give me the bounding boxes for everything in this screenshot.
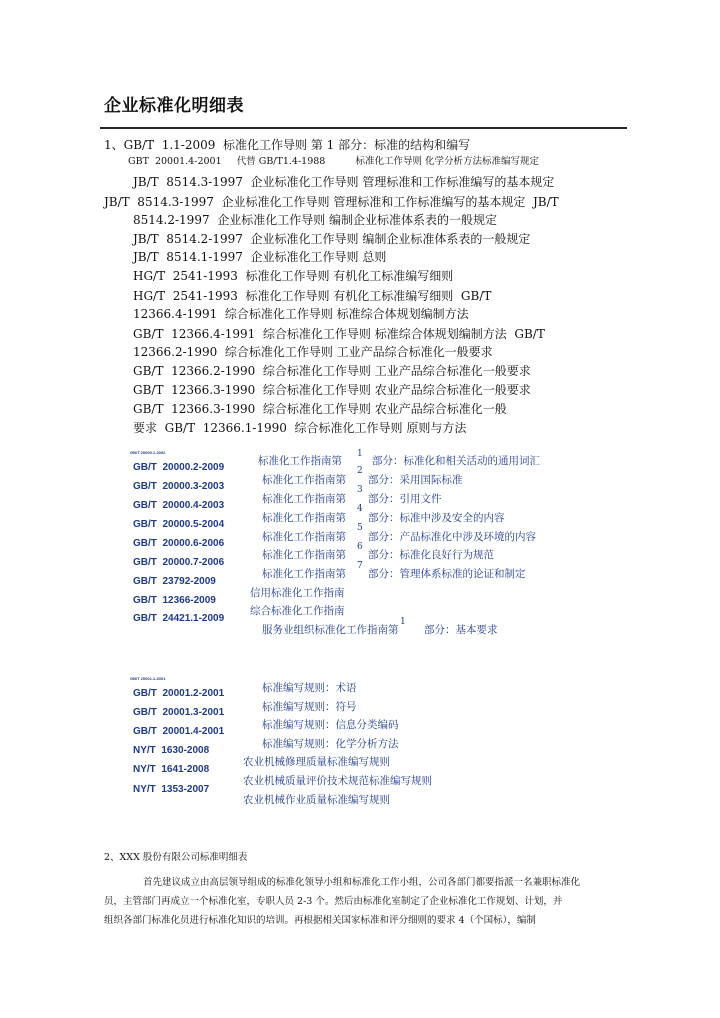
- table-cell-code: GB/T 20000.2-2009: [133, 462, 225, 473]
- table-cell-code: GB/T 24421.1-2009: [133, 613, 225, 624]
- table-cell-title: 标准编写规则：化学分析方法: [262, 738, 399, 750]
- table-cell-desc: 部分：标准化和相关活动的通用词汇: [372, 455, 540, 467]
- table-cell-title: 标准化工作指南第: [262, 531, 346, 543]
- table-cell-code: GB/T 20000.6-2006: [133, 538, 225, 549]
- table-cell-code: GB/T 20001.4-2001: [133, 726, 225, 737]
- table-cell-title: 农业机械质量评价技术规范标准编写规则: [243, 775, 432, 787]
- table-cell-title: 标准化工作指南第: [262, 512, 346, 524]
- table-header: GB/T 20000.1-2002: [130, 450, 166, 455]
- part-number: 6: [357, 542, 363, 552]
- list-item: HG/T 2541-1993 标准化工作导则 有机化工标准编写细则: [133, 269, 454, 283]
- list-item: JB/T 8514.2-1997 企业标准化工作导则 编制企业标准体系表的一般规定: [133, 232, 531, 246]
- table-cell-desc: 部分：管理体系标准的论证和制定: [368, 568, 526, 580]
- table-cell-code: GB/T 20000.3-2003: [133, 481, 225, 492]
- table-cell-code: GB/T 20001.2-2001: [133, 688, 225, 699]
- table-cell-title: 标准编写规则：信息分类编码: [262, 719, 399, 731]
- table-cell-desc: 部分：引用文件: [368, 493, 442, 505]
- table-cell-code: GB/T 23792-2009: [133, 576, 216, 587]
- table-cell-desc: 部分：采用国际标准: [368, 474, 463, 486]
- table-cell-code: GB/T 20000.4-2003: [133, 500, 225, 511]
- table-cell-title: 综合标准化工作指南: [250, 605, 345, 617]
- table-cell-title: 服务业组织标准化工作指南第: [262, 624, 399, 636]
- section-heading: 2、XXX 股份有限公司标准明细表: [104, 852, 248, 863]
- list-item: 12366.2-1990 综合标准化工作导则 工业产品综合标准化一般要求: [133, 345, 493, 359]
- part-number: 4: [357, 504, 363, 514]
- table-cell-title: 标准编写规则：符号: [262, 701, 357, 713]
- table-cell-code: GB/T 12366-2009: [133, 595, 216, 606]
- table-cell-code: GB/T 20001.3-2001: [133, 707, 225, 718]
- table-cell-desc: 部分：基本要求: [424, 624, 498, 636]
- part-number: 3: [357, 485, 363, 495]
- table-cell-desc: 部分：标准中涉及安全的内容: [368, 512, 505, 524]
- table-cell-code: NY/T 1630-2008: [133, 745, 210, 756]
- paragraph-line: 员，主管部门再成立一个标准化室，专职人员 2-3 个。然后由标准化室制定了企业标准化工作规划、计划，并: [104, 896, 563, 907]
- paragraph-line: 首先建议成立由高层领导组成的标准化领导小组和标准化工作小组，公司各部门都要指派一名兼职标准化: [143, 877, 581, 888]
- paragraph-line: 组织各部门标准化员进行标准化知识的培训。再根据相关国家标准和评分细则的要求 4（个国标），编制: [104, 915, 536, 926]
- table-cell-code: NY/T 1353-2007: [133, 784, 210, 795]
- table-cell-title: 标准化工作指南第: [262, 474, 346, 486]
- list-item: 1、GB/T 1.1-2009 标准化工作导则 第 1 部分：标准的结构和编写: [104, 138, 471, 152]
- part-number: 2: [357, 466, 363, 476]
- table-cell-title: 标准化工作指南第: [262, 549, 346, 561]
- list-item: JB/T 8514.3-1997 企业标准化工作导则 管理标准和工作标准编写的基本规定: [133, 175, 555, 189]
- table-cell-code: NY/T 1641-2008: [133, 764, 210, 775]
- part-number: 7: [357, 561, 363, 571]
- table-cell-title: 农业机械作业质量标准编写规则: [243, 794, 390, 806]
- list-item: JB/T 8514.3-1997 企业标准化工作导则 管理标准和工作标准编写的基本规定 JB/T: [104, 195, 559, 209]
- list-item: 要求 GB/T 12366.1-1990 综合标准化工作导则 原则与方法: [133, 421, 467, 435]
- table-cell-title: 标准化工作指南第: [262, 493, 346, 505]
- list-item: HG/T 2541-1993 标准化工作导则 有机化工标准编写细则 GB/T: [133, 289, 492, 303]
- list-item: GB/T 12366.2-1990 综合标准化工作导则 工业产品综合标准化一般要求: [133, 364, 531, 378]
- list-item: JB/T 8514.1-1997 企业标准化工作导则 总则: [133, 250, 387, 264]
- table-cell-code: GB/T 20000.5-2004: [133, 519, 225, 530]
- table-cell-desc: 部分：标准化良好行为规范: [368, 549, 494, 561]
- table-cell-code: GB/T 20000.7-2006: [133, 557, 225, 568]
- title-divider: [100, 127, 627, 129]
- list-item: GB/T 12366.3-1990 综合标准化工作导则 农业产品综合标准化一般: [133, 402, 507, 416]
- list-item: GB/T 12366.4-1991 综合标准化工作导则 标准综合体规划编制方法 GB/T: [133, 327, 545, 341]
- list-item: GBT 20001.4-2001 代替 GB/T1.4-1988 标准化工作导则 化学分析方法标准编写规定: [128, 156, 540, 167]
- part-number: 1: [400, 617, 406, 627]
- part-number: 1: [357, 449, 363, 459]
- table-cell-title: 信用标准化工作指南: [250, 587, 345, 599]
- table-cell-title: 标准编写规则：术语: [262, 682, 357, 694]
- list-item: GB/T 12366.3-1990 综合标准化工作导则 农业产品综合标准化一般要求: [133, 383, 531, 397]
- table-cell-title: 标准化工作指南第: [262, 568, 346, 580]
- table-cell-desc: 部分：产品标准化中涉及环境的内容: [368, 531, 536, 543]
- list-item: 8514.2-1997 企业标准化工作导则 编制企业标准体系表的一般规定: [133, 213, 498, 227]
- table-header: GB/T 20001.1-2001: [130, 676, 166, 681]
- table-cell-title: 标准化工作指南第: [258, 455, 342, 467]
- list-item: 12366.4-1991 综合标准化工作导则 标准综合体规划编制方法: [133, 307, 469, 321]
- page-title: 企业标准化明细表: [104, 96, 244, 116]
- table-cell-title: 农业机械修理质量标准编写规则: [243, 756, 390, 768]
- part-number: 5: [357, 523, 363, 533]
